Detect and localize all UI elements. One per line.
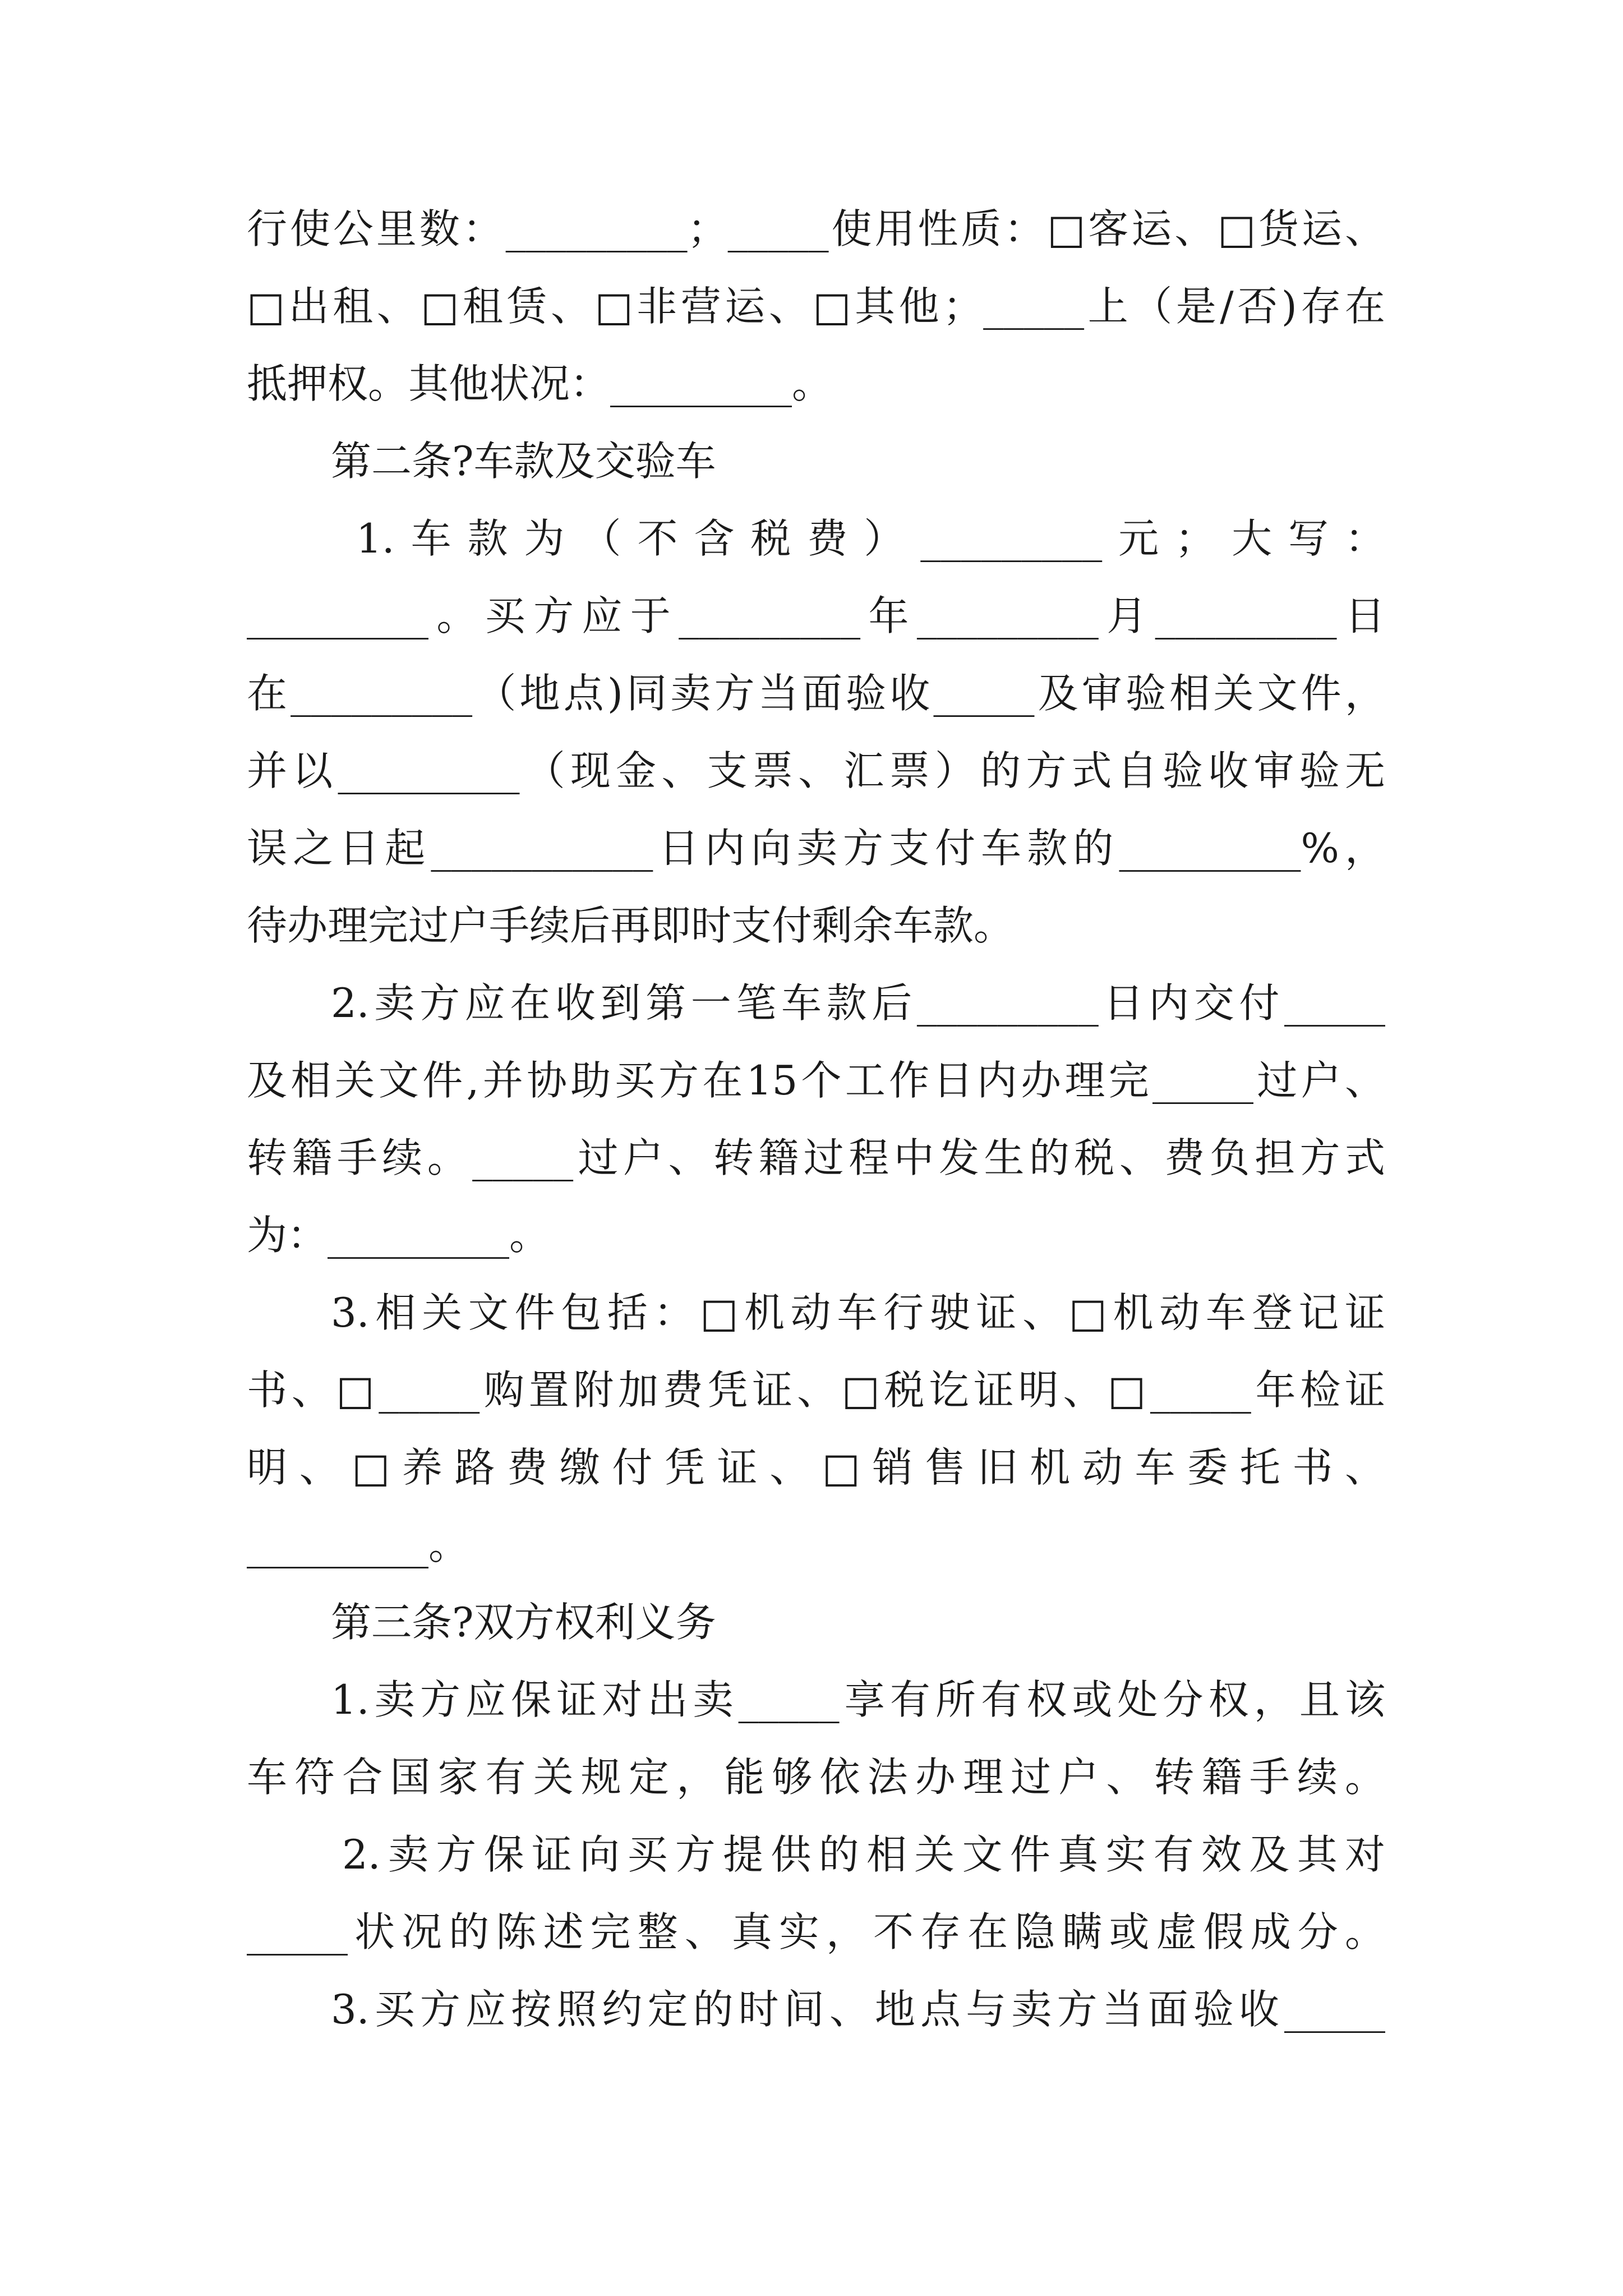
text-line: 3.相关文件包括：□机动车行驶证、□机动车登记证 (331, 1289, 1385, 1336)
text-line: 车符合国家有关规定，能够依法办理过户、转籍手续。 (247, 1754, 1385, 1801)
text-line: 为：_________。 (247, 1212, 550, 1259)
text-line: 明、□养路费缴付凭证、□销售旧机动车委托书、 (247, 1444, 1385, 1491)
section-heading: 第二条?车款及交验车 (331, 438, 716, 485)
text-line: 2.卖方保证向买方提供的相关文件真实有效及其对 (342, 1831, 1385, 1878)
text-line: 转籍手续。_____过户、转籍过程中发生的税、费负担方式 (247, 1134, 1385, 1181)
text-line: 2.卖方应在收到第一笔车款后_________日内交付_____ (331, 979, 1385, 1027)
text-line: 抵押权。其他状况：_________。 (247, 360, 833, 407)
text-line: 在_________（地点)同卖方当面验收_____及审验相关文件， (247, 670, 1385, 717)
text-line: 待办理完过户手续后再即时支付剩余车款。 (247, 902, 1015, 949)
section-heading: 第三条?双方权利义务 (331, 1599, 716, 1646)
text-line: 书、□_____购置附加费凭证、□税讫证明、□_____年检证 (247, 1366, 1385, 1414)
text-line: 3.买方应按照约定的时间、地点与卖方当面验收_____ (331, 1986, 1385, 2033)
text-line: 误之日起___________日内向卖方支付车款的_________%， (247, 825, 1385, 872)
text-line: □出租、□租赁、□非营运、□其他；_____上（是/否)存在 (247, 283, 1385, 330)
text-line: _____状况的陈述完整、真实，不存在隐瞒或虚假成分。 (247, 1908, 1385, 1955)
text-line: 并以_________（现金、支票、汇票）的方式自验收审验无 (247, 747, 1385, 794)
text-line: _________。买方应于_________年_________月_________日 (247, 592, 1385, 639)
text-line: 及相关文件,并协助买方在15个工作日内办理完_____过户、 (247, 1057, 1385, 1104)
text-line: 行使公里数：_________；_____使用性质：□客运、□货运、 (247, 205, 1385, 252)
text-line: 1.车款为（不含税费）_________元；大写： (356, 515, 1385, 562)
text-line: 1.卖方应保证对出卖_____享有所有权或处分权，且该 (331, 1676, 1385, 1723)
text-line: _________。 (247, 1521, 469, 1568)
